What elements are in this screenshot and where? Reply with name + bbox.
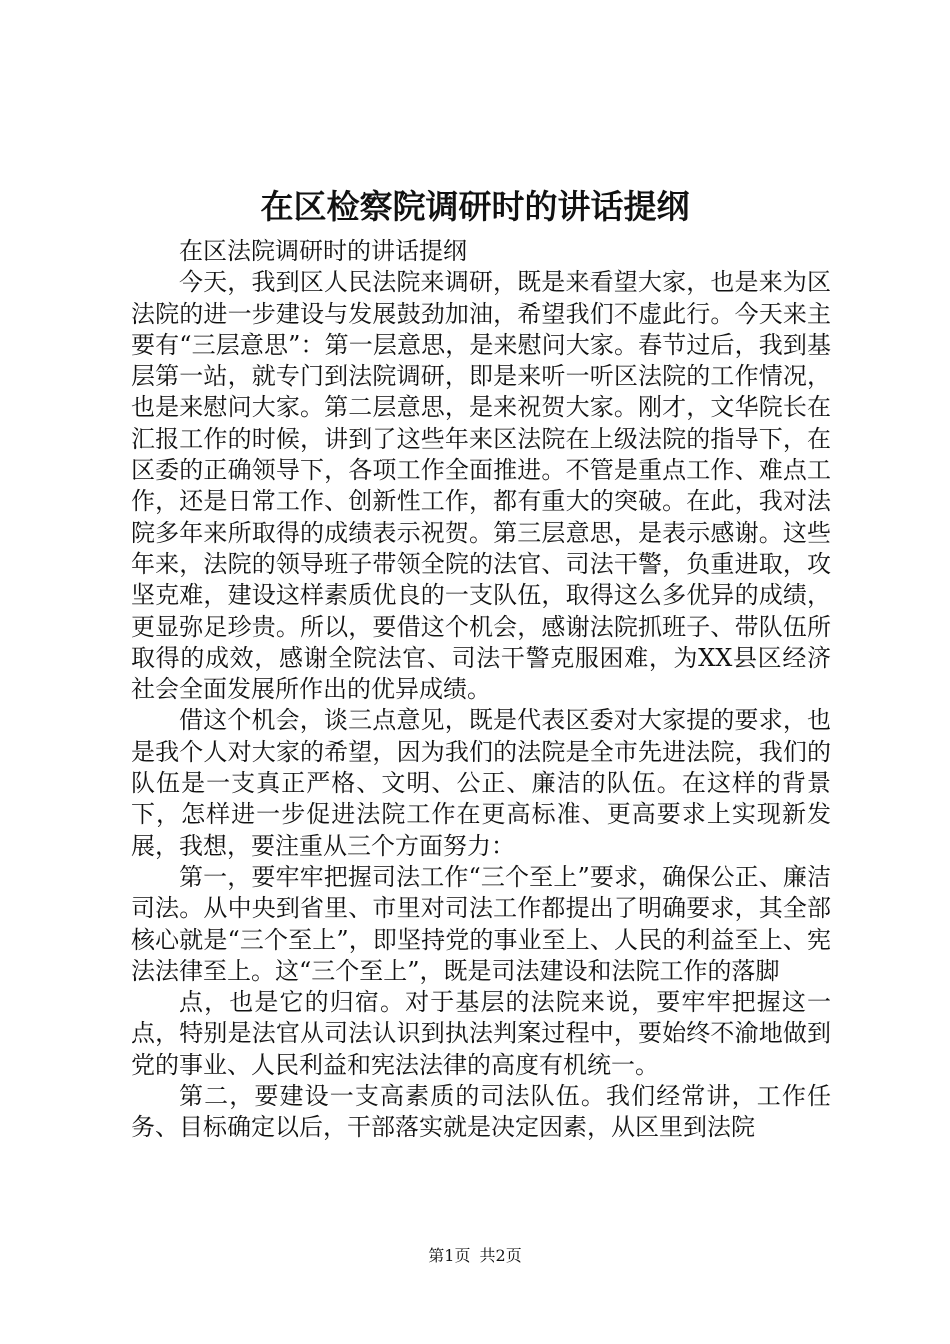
- paragraph-first-point-continued: 点，也是它的归宿。对于基层的法院来说，要牢牢把握这一点，特别是法官从司法认识到执法判案过程中，要始终不渝地做到党的事业、人民利益和宪法法律的高度有机统一。: [131, 988, 831, 1079]
- paragraph-intro: 今天，我到区人民法院来调研，既是来看望大家，也是来为区法院的进一步建设与发展鼓劲加油，希望我们不虚此行。今天来主要有“三层意思”：第一层意思，是来慰问大家。春节过后，我到基层第一站，就专门到法院调研，即是来听一听区法院的工作情况，也是来慰问大家。第二层意思，是来祝贺大家。刚才，文华院长在汇报工作的时候，讲到了这些年来区法院在上级法院的指导下，在区委的正确领导下，各项工作全面推进。不管是重点工作、难点工作，还是日常工作、创新性工作，都有重大的突破。在此，我对法院多年来所取得的成绩表示祝贺。第三层意思，是表示感谢。这些年来，法院的领导班子带领全院的法官、司法干警，负重进取，攻坚克难，建设这样素质优良的一支队伍，取得这么多优异的成绩，更显弥足珍贵。所以，要借这个机会，感谢法院抓班子、带队伍所取得的成效，感谢全院法官、司法干警克服困难，为XX县区经济社会全面发展所作出的优异成绩。: [131, 268, 831, 704]
- paragraph-opinions: 借这个机会，谈三点意见，既是代表区委对大家提的要求，也是我个人对大家的希望，因为我们的法院是全市先进法院，我们的队伍是一支真正严格、文明、公正、廉洁的队伍。在这样的背景下，怎样进一步促进法院工作在更高标准、更高要求上实现新发展，我想，要注重从三个方面努力：: [131, 706, 831, 860]
- page-number: 第1页: [428, 1246, 471, 1265]
- paragraph-first-point: 第一，要牢牢把握司法工作“三个至上”要求，确保公正、廉洁司法。从中央到省里、市里对司法工作都提出了明确要求，其全部核心就是“三个至上”，即坚持党的事业至上、人民的利益至上、宪法法律至上。这“三个至上”，既是司法建设和法院工作的落脚: [131, 862, 831, 985]
- paragraph-second-point: 第二，要建设一支高素质的司法队伍。我们经常讲，工作任务、目标确定以后，干部落实就是决定因素，从区里到法院: [131, 1082, 831, 1142]
- document-body: [131, 236, 831, 1144]
- page-total: 共2页: [479, 1246, 522, 1265]
- document-title: 在区检察院调研时的讲话提纲: [260, 187, 690, 226]
- paragraph-subtitle: 在区法院调研时的讲话提纲: [179, 237, 467, 265]
- page-footer: [0, 1245, 950, 1267]
